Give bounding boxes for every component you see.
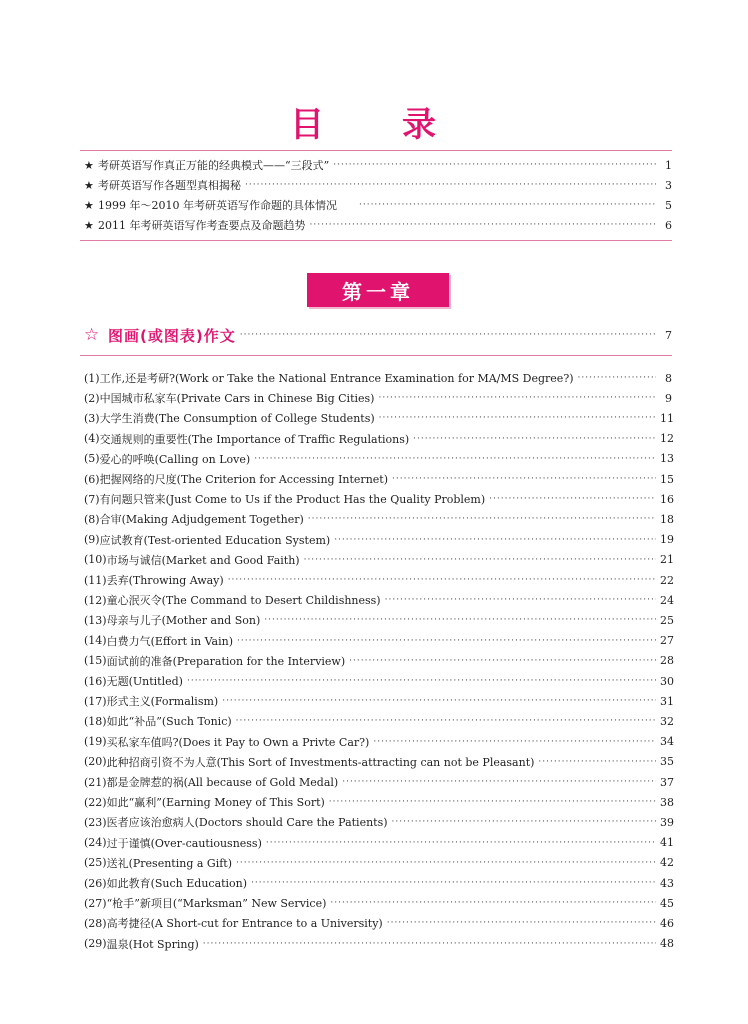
entry-number: (4) [84, 432, 100, 446]
entry-number: (2) [84, 391, 100, 405]
leader-dots [187, 676, 656, 686]
page-number: 27 [660, 634, 674, 648]
leader-dots [304, 555, 656, 565]
entry-number: (18) [84, 714, 107, 728]
entry-title: 温泉(Hot Spring) [106, 937, 199, 951]
chapter-heading: 第一章 [307, 273, 449, 307]
leader-dots [379, 413, 656, 423]
star-icon: ★ [84, 198, 94, 212]
entry-number: (25) [84, 856, 107, 870]
page-number: 15 [660, 472, 674, 486]
star-icon: ★ [84, 158, 94, 172]
intro-item-text: 考研英语写作各题型真相揭秘 [98, 179, 241, 192]
entry-title: 把握网络的尺度(The Criterion for Accessing Internet) [99, 473, 388, 487]
intro-item[interactable] [84, 176, 672, 194]
toc-entry[interactable] [84, 449, 672, 469]
section-rule [80, 355, 672, 356]
star-icon: ★ [84, 178, 94, 192]
leader-dots [413, 434, 656, 444]
leader-dots [203, 939, 656, 949]
page-number: 30 [660, 674, 674, 688]
entry-number: (1) [84, 371, 100, 385]
intro-bottom-rule [80, 240, 672, 241]
entry-number: (20) [84, 755, 107, 769]
toc-entry[interactable] [84, 833, 672, 853]
page-number: 19 [660, 533, 674, 547]
toc-entry[interactable] [84, 934, 672, 954]
star-icon: ★ [84, 218, 94, 232]
entry-number: (12) [84, 593, 107, 607]
toc-entry[interactable] [84, 732, 672, 752]
leader-dots [392, 817, 656, 827]
intro-item[interactable] [84, 216, 672, 234]
toc-entry[interactable] [84, 610, 672, 630]
page-number: 12 [660, 432, 674, 446]
toc-entry[interactable] [84, 792, 672, 812]
entry-title: 无题(Untitled) [106, 675, 183, 689]
leader-dots [349, 656, 656, 666]
section-title: 图画(或图表)作文 [108, 326, 236, 345]
leader-dots [378, 393, 656, 403]
entry-number: (22) [84, 795, 107, 809]
page-number: 6 [665, 218, 672, 232]
leader-dots [264, 615, 656, 625]
entry-title: 有问题只管来(Just Come to Us if the Product Has the Quality Problem) [99, 493, 486, 507]
toc-entry[interactable] [84, 772, 672, 792]
entry-title: 买私家车值吗?(Does it Pay to Own a Privte Car?) [106, 735, 370, 749]
leader-dots [373, 737, 656, 747]
entry-number: (24) [84, 836, 107, 850]
entry-number: (21) [84, 775, 107, 789]
entry-title: 如此教育(Such Education) [106, 877, 248, 891]
leader-dots [489, 494, 656, 504]
toc-entry[interactable] [84, 469, 672, 489]
page-number: 35 [660, 755, 674, 769]
page-title: 目 录 [290, 105, 458, 145]
page-number: 43 [660, 876, 674, 890]
leader-dots [385, 595, 656, 605]
page-number: 16 [660, 492, 674, 506]
entry-number: (15) [84, 654, 107, 668]
leader-dots [330, 898, 656, 908]
entry-title: 合审(Making Adjudgement Together) [99, 513, 304, 527]
entry-number: (23) [84, 815, 107, 829]
leader-dots [538, 757, 656, 767]
page-number: 9 [665, 391, 672, 405]
toc-entry[interactable] [84, 509, 672, 529]
leader-dots [245, 180, 656, 190]
page-number: 8 [665, 371, 672, 385]
leader-dots [228, 575, 656, 585]
toc-entry[interactable] [84, 530, 672, 550]
leader-dots [254, 454, 656, 464]
toc-entry[interactable] [84, 590, 672, 610]
entry-number: (14) [84, 634, 107, 648]
page-number: 25 [660, 613, 674, 627]
intro-item[interactable] [84, 156, 672, 174]
entry-title: 爱心的呼唤(Calling on Love) [99, 452, 251, 466]
intro-item-text: 1999 年～2010 年考研英语写作命题的具体情况 [98, 199, 337, 212]
page-number: 37 [660, 775, 674, 789]
toc-entry[interactable] [84, 691, 672, 711]
entry-title: 白费力气(Effort in Vain) [106, 634, 234, 648]
toc-entry[interactable] [84, 671, 672, 691]
entry-number: (8) [84, 512, 100, 526]
leader-dots [333, 160, 656, 170]
page-number: 38 [660, 795, 674, 809]
leader-dots [236, 716, 656, 726]
toc-entry[interactable] [84, 873, 672, 893]
entry-title: 高考捷径(A Short-cut for Entrance to a University) [106, 917, 383, 931]
entry-title: 如此“补品”(Such Tonic) [106, 715, 232, 729]
page-number: 32 [660, 714, 674, 728]
entry-number: (29) [84, 937, 107, 951]
entry-number: (17) [84, 694, 107, 708]
toc-entry[interactable] [84, 893, 672, 913]
page-number: 1 [665, 158, 672, 172]
entry-number: (28) [84, 916, 107, 930]
toc-entry[interactable] [84, 388, 672, 408]
entry-title: 送礼(Presenting a Gift) [106, 856, 232, 870]
leader-dots [334, 535, 656, 545]
page-number: 5 [665, 198, 672, 212]
page-number: 11 [660, 411, 674, 425]
leader-dots [578, 373, 656, 383]
entry-title: “枪手”新项目(“Marksman” New Service) [106, 897, 327, 911]
page-number: 46 [660, 916, 674, 930]
intro-item[interactable] [84, 196, 672, 214]
toc-entry[interactable] [84, 631, 672, 651]
entry-number: (11) [84, 573, 107, 587]
toc-entry[interactable] [84, 651, 672, 671]
toc-entry[interactable] [84, 429, 672, 449]
entry-number: (26) [84, 876, 107, 890]
leader-dots [251, 878, 656, 888]
entry-number: (19) [84, 735, 107, 749]
entry-title: 如此“赢利”(Earning Money of This Sort) [106, 796, 325, 810]
entry-title: 中国城市私家车(Private Cars in Chinese Big Cities) [99, 392, 375, 406]
leader-dots [310, 220, 657, 230]
leader-dots [266, 838, 656, 848]
entry-title: 工作,还是考研?(Work or Take the National Entrance Examination for MA/MS Degree?) [99, 372, 574, 386]
toc-entry[interactable] [84, 711, 672, 731]
leader-dots [387, 918, 656, 928]
leader-dots [392, 474, 656, 484]
toc-entry[interactable] [84, 812, 672, 832]
top-rule [80, 150, 672, 151]
entry-title: 丢弃(Throwing Away) [106, 574, 224, 588]
leader-dots [359, 200, 656, 210]
entry-title: 童心泯灭令(The Command to Desert Childishness) [106, 594, 381, 608]
leader-dots [329, 797, 656, 807]
entry-number: (13) [84, 613, 107, 627]
toc-entry[interactable] [84, 550, 672, 570]
entry-title: 都是金牌惹的祸(All because of Gold Medal) [106, 776, 339, 790]
entry-title: 交通规则的重要性(The Importance of Traffic Regulations) [99, 432, 410, 446]
page-number: 41 [660, 836, 674, 850]
leader-dots [236, 858, 656, 868]
entry-title: 市场与诚信(Market and Good Faith) [106, 553, 300, 567]
entry-title: 大学生消费(The Consumption of College Students) [99, 412, 375, 426]
entry-number: (6) [84, 472, 100, 486]
entry-number: (5) [84, 452, 100, 466]
entry-title: 应试教育(Test-oriented Education System) [99, 533, 331, 547]
leader-dots [237, 636, 656, 646]
entry-title: 过于谨慎(Over-cautiousness) [106, 836, 262, 850]
toc-entry[interactable] [84, 570, 672, 590]
page-number: 45 [660, 896, 674, 910]
toc-entry[interactable] [84, 489, 672, 509]
leader-dots [342, 777, 656, 787]
entry-number: (27) [84, 896, 107, 910]
entry-title: 母亲与儿子(Mother and Son) [106, 614, 261, 628]
intro-item-text: 2011 年考研英语写作考查要点及命题趋势 [98, 219, 306, 232]
toc-entry[interactable] [84, 368, 672, 388]
entry-number: (16) [84, 674, 107, 688]
leader-dots [308, 514, 656, 524]
page-number: 34 [660, 735, 674, 749]
page-number: 7 [665, 328, 672, 342]
page-number: 22 [660, 573, 674, 587]
toc-entry[interactable] [84, 408, 672, 428]
page-number: 42 [660, 856, 674, 870]
page-number: 18 [660, 512, 674, 526]
entry-number: (10) [84, 553, 107, 567]
entry-title: 医者应该治愈病人(Doctors should Care the Patients) [106, 816, 388, 830]
page-number: 13 [660, 452, 674, 466]
page-number: 24 [660, 593, 674, 607]
page-number: 39 [660, 815, 674, 829]
entry-number: (7) [84, 492, 100, 506]
page-number: 48 [660, 937, 674, 951]
section-heading[interactable] [84, 324, 672, 346]
entry-number: (3) [84, 411, 100, 425]
leader-dots [222, 696, 656, 706]
entry-title: 面试前的准备(Preparation for the Interview) [106, 654, 346, 668]
leader-dots [240, 330, 656, 340]
hollow-star-icon: ☆ [84, 325, 100, 345]
page-number: 28 [660, 654, 674, 668]
page-number: 31 [660, 694, 674, 708]
entry-number: (9) [84, 533, 100, 547]
page-number: 3 [665, 178, 672, 192]
entry-title: 形式主义(Formalism) [106, 695, 219, 709]
toc-entry[interactable] [84, 913, 672, 933]
entry-title: 此种招商引资不为人意(This Sort of Investments-attracting can not be Pleasant) [106, 755, 535, 769]
intro-item-text: 考研英语写作真正万能的经典模式——“三段式” [98, 159, 330, 172]
toc-entry[interactable] [84, 853, 672, 873]
page-number: 21 [660, 553, 674, 567]
toc-entry[interactable] [84, 752, 672, 772]
